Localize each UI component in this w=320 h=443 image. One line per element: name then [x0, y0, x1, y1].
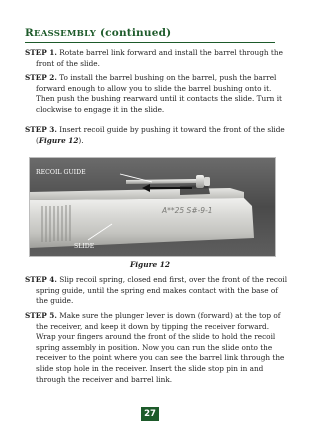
step-2: [25, 73, 288, 115]
recoil-guide-head: [196, 175, 204, 188]
figure-12-photo: [29, 157, 276, 257]
step-text: To install the barrel bushing on the barrel, push the barrel forward enough to allow you to slide the barrel bushing onto it. Then push the bushing rearward until it contacts the slide. Turn it clockwise to engage it in the slide.: [36, 73, 282, 114]
slide-opening: [180, 185, 210, 195]
recoil-guide-collar: [204, 177, 210, 186]
step-text-end: ).: [78, 135, 84, 145]
step-text: Slip recoil spring, closed end first, over the front of the recoil spring guide, until the spring end makes contact with the base of the guide.: [36, 275, 288, 306]
step-4: [25, 275, 288, 307]
step-label: STEP 2.: [25, 73, 57, 82]
step-5: [25, 311, 288, 385]
step-label: STEP 3.: [25, 125, 57, 134]
step-text: Make sure the plunger lever is down (forward) at the top of the receiver, and keep it down by tipping the receiver forward. Wrap your fingers around the front of the slide to hold the recoil spring assembly in position. Now you can run the slide onto the receiver to the point where you can see the barrel link through the slide stop hole in the receiver. Insert the slide stop pin in and through the receiver and barrel link.: [36, 311, 285, 384]
pistol-slide-illustration: [30, 158, 275, 256]
heading-initial: R: [25, 27, 34, 39]
slide-engraving: A**25 S#-9-1: [162, 206, 213, 215]
figure-reference: Figure 12: [38, 135, 79, 145]
step-label: STEP 4.: [25, 275, 57, 284]
step-1: [25, 48, 288, 69]
heading-rest: EASSEMBLY: [33, 29, 97, 39]
heading-rule: [25, 42, 275, 43]
label-recoil-guide: RECOIL GUIDE: [36, 169, 86, 176]
section-heading: [25, 27, 275, 39]
heading-suffix: (continued): [100, 27, 172, 39]
step-text: Rotate barrel link forward and install the barrel through the front of the slide.: [36, 48, 283, 68]
step-3: [25, 125, 288, 146]
step-text: Insert recoil guide by pushing it toward the front of the slide (: [36, 125, 285, 145]
step-label: STEP 5.: [25, 311, 57, 320]
step-label: STEP 1.: [25, 48, 57, 57]
page-number: 27: [141, 407, 159, 421]
figure-caption: Figure 12: [129, 260, 171, 269]
label-slide: SLIDE: [74, 243, 95, 250]
